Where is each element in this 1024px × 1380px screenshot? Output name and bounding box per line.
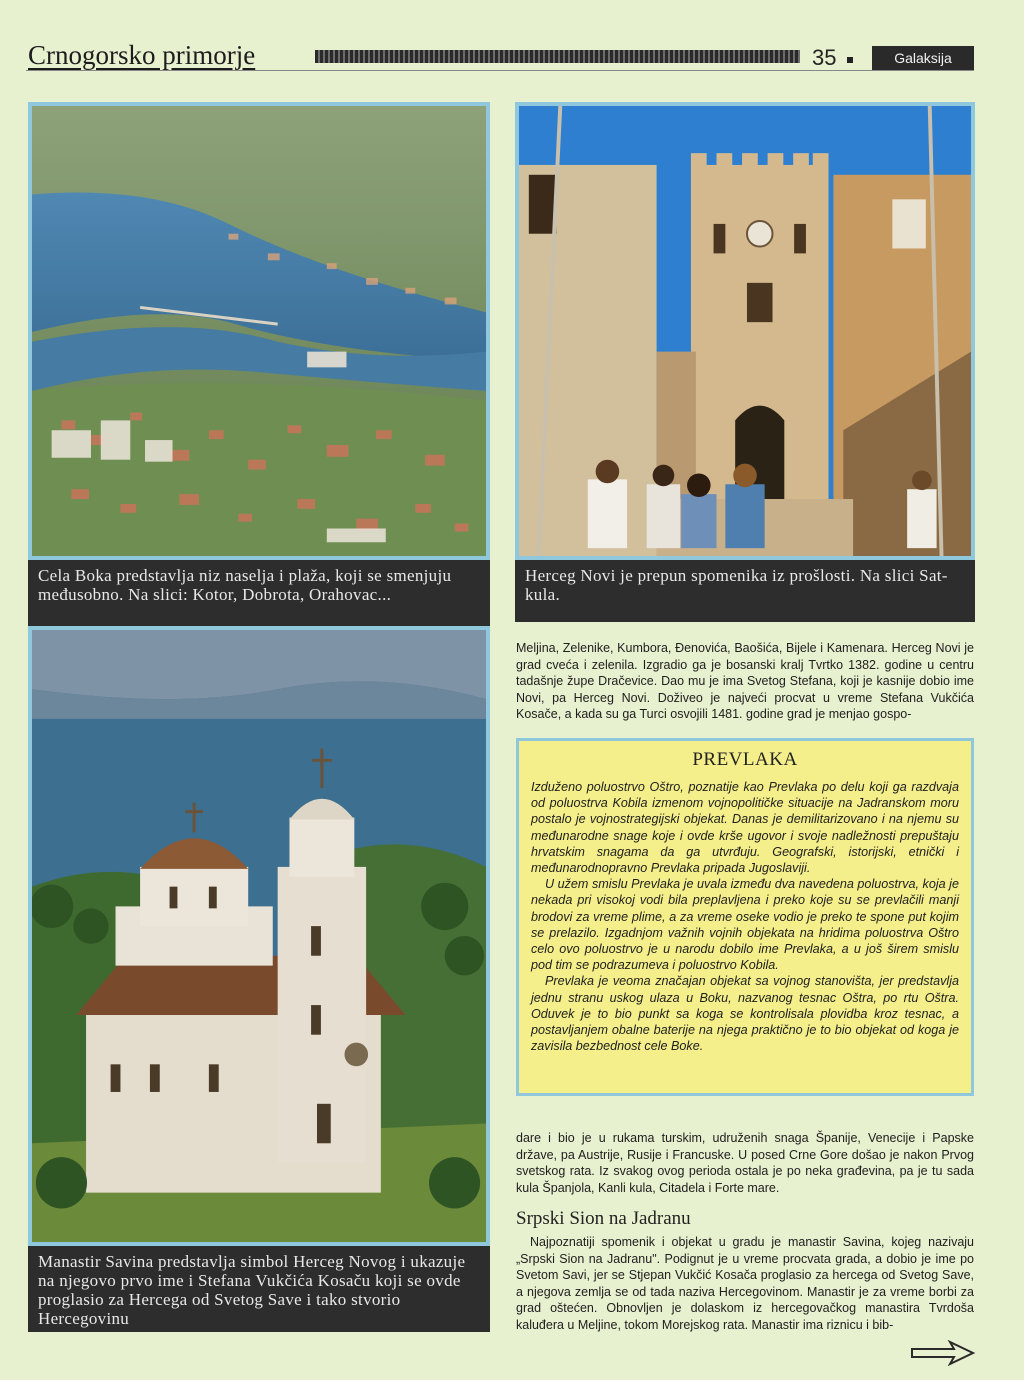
header-decorative-bar	[315, 50, 800, 63]
kotor-aerial-image	[32, 106, 486, 556]
photo-sat-kula	[515, 102, 975, 560]
prevlaka-box-text	[531, 779, 959, 1054]
caption-manastir-savina: Manastir Savina predstavlja simbol Herceg Novog i ukazuje na njegovo prvo ime i Stefana Vukčića Kosaču koji se ovde proglasio za Hercega od Svetog Save i tako stvorio Hercegovinu	[28, 1246, 490, 1332]
article-paragraph-3-text: Najpoznatiji spomenik i objekat u gradu je manastir Savina, kojeg nazivaju „Srpski Sion na Jadranu". Podignut je u vreme procvata grada, a dobio je ime po Svetom Savi, jer se Stjepan Vukčić Kosača proglasio za hercega od Svetog Save, a njegova zemlja se od tada naziva Hercegovinom. Manastir je za vreme borbi za grad oštećen. Obnovljen je dolaskom iz hercegovačkog manastira Tvrdoša kaluđera u Meljine, tokom Morejskog rata. Manastir ima riznicu i bib-	[516, 1235, 974, 1332]
magazine-name: Galaksija	[872, 46, 974, 70]
header-rule	[26, 70, 974, 71]
prevlaka-box	[516, 738, 974, 1096]
photo-manastir-savina	[28, 626, 490, 1246]
section-title: Crnogorsko primorje	[28, 40, 256, 70]
photo-kotor-aerial	[28, 102, 490, 560]
article-paragraph-1-text: Meljina, Zelenike, Kumbora, Đenovića, Baošića, Bijele i Kamenara. Herceg Novi je grad cveća i zelenila. Izgradio ga je bosanski kralj Tvrtko 1382. godine u centru tadašnje župe Dračevice. Dao mu je ima Svetog Stefana, koji je kasnije dobio ime Novi, pa Herceg Novi. Doživeo je najveći procvat u vreme Stefana Vukčića Kosače, a kada su ga Turci osvojili 1481. godine grad je menjao gospo-	[516, 641, 974, 721]
article-paragraph-3	[516, 1234, 974, 1333]
prevlaka-paragraph-2: U užem smislu Prevlaka je uvala između dva navedena poluostrva, koja je nekada pri visokoj vodi bila preplavljena i preko koje su se prevlačili manji brodovi za vreme plime, a za vreme oseke vodio je preko te spone put kojim se prelazilo. Izgadnjom važnih vojnih objekata na hridima poluostrva Oštro celo ovo poluostrvo je u narodu dobilo ime Prevlaka, a u još širem smislu pod tim se podrazumeva i poluostrvo Kobila.	[531, 877, 959, 973]
article-paragraph-2	[516, 1130, 974, 1196]
prevlaka-paragraph-1: Izduženo poluostrvo Oštro, poznatije kao Prevlaka po delu koji ga razdvaja od poluostrva Kobila izmenom vojnopolitičke situacije na Jadranskom moru postalo je vojnostrategijski objekat. Danas je demilitarizovano i na njemu su međunarodne snage koje i ovde krše ugovor i svoje nadležnosti prepuštaju hrvatskim snagama da ga utvrđuju. Geografski, istorijski, etnički i međunarodnopravno Prevlaka pripada Jugoslaviji.	[531, 780, 959, 876]
sat-kula-image	[519, 106, 971, 556]
caption-kotor: Cela Boka predstavlja niz naselja i plaža, koji se smenjuju međusobno. Na slici: Kotor, Dobrota, Orahovac...	[28, 560, 490, 626]
article-paragraph-1	[516, 640, 974, 723]
continue-arrow-icon	[910, 1340, 976, 1366]
caption-sat-kula: Herceg Novi je prepun spomenika iz prošlosti. Na slici Sat-kula.	[515, 560, 975, 622]
article-paragraph-2-text: dare i bio je u rukama turskim, udruženih snaga Španije, Venecije i Papske države, pa Austrije, Rusije i Francuske. U posed Crne Gore došao je nakon Prvog svetskog rata. Iz svakog ovog perioda ostala je po neka građevina, pa je tu sada kula Španjola, Kanli kula, Citadela i Forte mare.	[516, 1131, 974, 1195]
page-number: 35	[812, 45, 837, 70]
prevlaka-paragraph-3: Prevlaka je veoma značajan objekat sa vojnog stanovišta, jer predstavlja jednu stranu uskog ulaza u Boku, nazvanog tesnac Oštra, po rtu Oštra. Oduvek je to bio punkt sa koga se kontrolisala plovidba kroz tesnac, a postavljanjem obalne baterije na njega praktično je to bio objekat od koga je zavisila bezbednost cele Boke.	[531, 974, 959, 1054]
prevlaka-box-title: PREVLAKA	[692, 749, 798, 770]
article-subheading: Srpski Sion na Jadranu	[516, 1208, 691, 1229]
header-bullet	[847, 57, 853, 63]
savina-monastery-image	[32, 630, 486, 1242]
